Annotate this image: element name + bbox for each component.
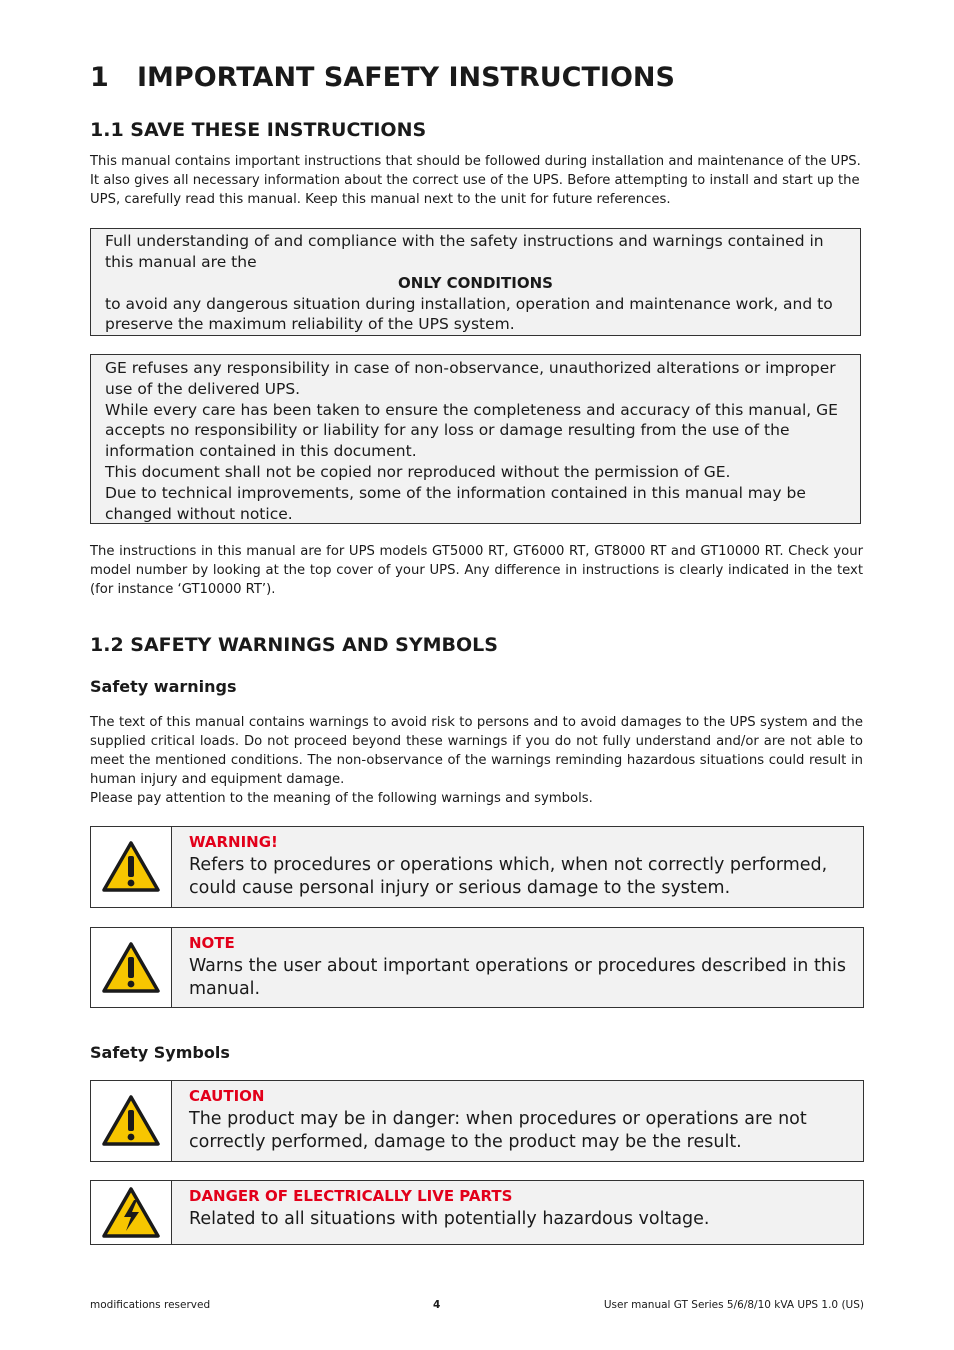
conditions-line-2: to avoid any dangerous situation during installation, operation and maintenance work, and to preserve the maximum reliability of the UPS system. [105, 294, 833, 334]
chapter-title: IMPORTANT SAFETY INSTRUCTIONS [137, 62, 675, 93]
caution-content [172, 1081, 863, 1161]
footer-right: User manual GT Series 5/6/8/10 kVA UPS 1.0 (US) [603, 1299, 864, 1311]
warning-label: WARNING! [189, 833, 278, 851]
page-title [90, 62, 675, 93]
footer-page-number: 4 [433, 1299, 441, 1311]
intro-paragraph: This manual contains important instructions that should be followed during installation and maintenance of the UPS. It also gives all necessary information about the correct use of the UPS. Before attempting to install and start up the UPS, carefully read this manual. Keep this manual next to the unit for future references. [90, 154, 861, 207]
note-block [90, 927, 864, 1008]
disclaimer-p1: GE refuses any responsibility in case of non-observance, unauthorized alterations or improper use of the delivered UPS. [105, 359, 836, 398]
safety-symbols-heading: Safety Symbols [90, 1043, 230, 1062]
caution-icon-cell [91, 1081, 172, 1161]
conditions-box [90, 228, 861, 336]
note-text: Warns the user about important operations or procedures described in this manual. [189, 956, 846, 999]
warning-content [172, 827, 863, 907]
note-label: NOTE [189, 934, 235, 952]
high-voltage-icon [101, 1186, 161, 1240]
disclaimer-p3: This document shall not be copied nor reproduced without the permission of GE. [105, 462, 731, 481]
disclaimer-box [90, 354, 861, 524]
caution-block [90, 1080, 864, 1162]
note-icon-cell [91, 928, 172, 1007]
warning-text: Refers to procedures or operations which, when not correctly performed, could cause personal injury or serious damage to the system. [189, 855, 828, 898]
warning-icon-cell [91, 827, 172, 907]
disclaimer-p2: While every care has been taken to ensure the completeness and accuracy of this manual, GE accepts no responsibility or liability for any loss or damage resulting from the use of the information contained in this document. [105, 400, 838, 461]
footer-left: modifications reserved [90, 1299, 211, 1311]
models-paragraph: The instructions in this manual are for UPS models GT5000 RT, GT6000 RT, GT8000 RT and GT10000 RT. Check your model number by looking at the top cover of your UPS. Any difference in instructions is clearly indicated in the text (for instance ‘GT10000 RT’). [90, 544, 863, 597]
warning-block [90, 826, 864, 908]
section-1-1-title: 1.1 SAVE THESE INSTRUCTIONS [90, 119, 427, 141]
note-content [172, 928, 863, 1007]
section-1-2-title: 1.2 SAFETY WARNINGS AND SYMBOLS [90, 634, 498, 656]
danger-block [90, 1180, 864, 1245]
danger-content [172, 1181, 863, 1244]
danger-label: DANGER OF ELECTRICALLY LIVE PARTS [189, 1187, 513, 1205]
warning-triangle-icon [101, 941, 161, 995]
attention-paragraph: Please pay attention to the meaning of the following warnings and symbols. [90, 791, 593, 806]
danger-text: Related to all situations with potentially hazardous voltage. [189, 1209, 710, 1229]
warnings-paragraph: The text of this manual contains warnings to avoid risk to persons and to avoid damages to the UPS system and the supplied critical loads. Do not proceed beyond these warnings if you do not fully understand and/or are not able to meet the mentioned conditions. The non-observance of the warnings reminding hazardous situations could result in human injury and equipment damage. [90, 715, 863, 787]
warning-triangle-icon [101, 1094, 161, 1148]
caution-label: CAUTION [189, 1087, 265, 1105]
danger-icon-cell [91, 1181, 172, 1244]
conditions-emphasis: ONLY CONDITIONS [398, 273, 553, 292]
caution-text: The product may be in danger: when procedures or operations are not correctly performed, damage to the product may be the result. [189, 1109, 807, 1152]
chapter-number: 1 [90, 62, 109, 93]
safety-warnings-heading: Safety warnings [90, 677, 237, 696]
warning-triangle-icon [101, 840, 161, 894]
conditions-line-1: Full understanding of and compliance with the safety instructions and warnings contained in this manual are the [105, 232, 824, 271]
disclaimer-p4: Due to technical improvements, some of the information contained in this manual may be changed without notice. [105, 483, 806, 523]
